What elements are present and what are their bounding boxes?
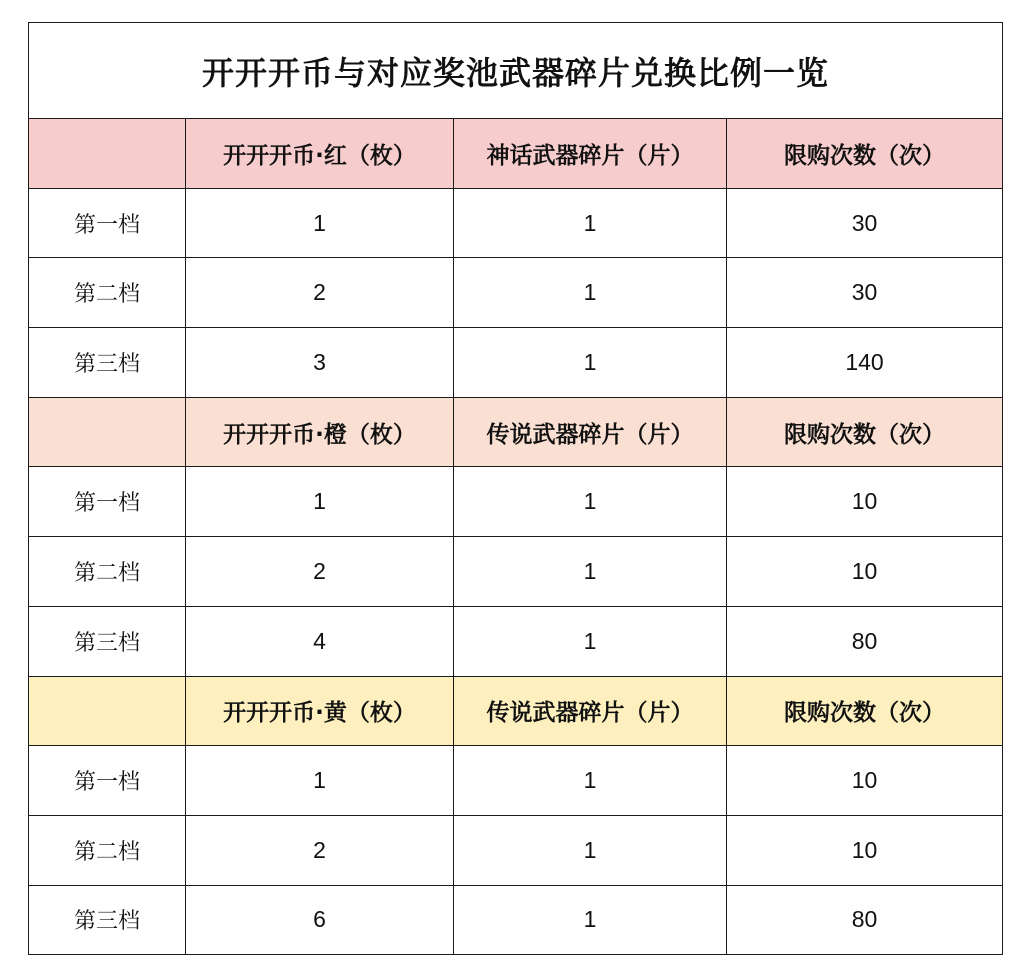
limit-value: 30 (851, 279, 878, 306)
tier-label: 第二档 (29, 537, 186, 606)
table-row (29, 258, 1002, 328)
fragment-value: 1 (454, 816, 727, 885)
section-header-orange (29, 398, 1002, 468)
table-title-row (29, 23, 1002, 119)
header-corner-cell (29, 119, 186, 188)
fragment-value: 1 (454, 467, 727, 536)
table-row (29, 886, 1002, 956)
fragment-value: 1 (454, 746, 727, 815)
tier-label: 第三档 (29, 607, 186, 676)
coin-value: 2 (186, 258, 454, 327)
coin-value: 1 (186, 467, 454, 536)
limit-value: 80 (851, 627, 878, 654)
header-fragment-legendary: 传说武器碎片（片） (454, 677, 727, 746)
tier-label: 第三档 (29, 328, 186, 397)
exchange-table (28, 22, 1003, 955)
fragment-value: 1 (454, 328, 727, 397)
tier-label: 第二档 (29, 258, 186, 327)
table-title: 开开开币与对应奖池武器碎片兑换比例一览 (201, 53, 829, 92)
coin-value: 2 (186, 816, 454, 885)
fragment-value: 1 (454, 537, 727, 606)
header-limit: 限购次数（次） (784, 142, 945, 169)
tier-label: 第一档 (29, 746, 186, 815)
fragment-value: 1 (454, 258, 727, 327)
header-coin-orange: 开开开币·橙（枚） (186, 398, 454, 467)
tier-label: 第二档 (29, 816, 186, 885)
table-row (29, 607, 1002, 677)
header-corner-cell (29, 398, 186, 467)
table-row (29, 189, 1002, 259)
header-limit: 限购次数（次） (784, 421, 945, 448)
tier-label: 第三档 (29, 886, 186, 955)
table-row (29, 328, 1002, 398)
coin-value: 1 (186, 189, 454, 258)
header-limit: 限购次数（次） (784, 700, 945, 727)
limit-value: 10 (851, 488, 878, 515)
header-coin-yellow: 开开开币·黄（枚） (186, 677, 454, 746)
section-header-yellow (29, 677, 1002, 747)
fragment-value: 1 (454, 886, 727, 955)
header-fragment-legendary: 传说武器碎片（片） (454, 398, 727, 467)
limit-value: 80 (851, 906, 878, 933)
limit-value: 140 (845, 348, 884, 375)
coin-value: 2 (186, 537, 454, 606)
fragment-value: 1 (454, 189, 727, 258)
coin-value: 6 (186, 886, 454, 955)
header-coin-red: 开开开币·红（枚） (186, 119, 454, 188)
table-row (29, 816, 1002, 886)
fragment-value: 1 (454, 607, 727, 676)
section-header-red (29, 119, 1002, 189)
limit-value: 10 (851, 557, 878, 584)
tier-label: 第一档 (29, 189, 186, 258)
table-row (29, 467, 1002, 537)
coin-value: 1 (186, 746, 454, 815)
table-row (29, 537, 1002, 607)
header-corner-cell (29, 677, 186, 746)
coin-value: 4 (186, 607, 454, 676)
tier-label: 第一档 (29, 467, 186, 536)
header-fragment-mythic: 神话武器碎片（片） (454, 119, 727, 188)
table-row (29, 746, 1002, 816)
limit-value: 10 (851, 836, 878, 863)
limit-value: 10 (851, 767, 878, 794)
coin-value: 3 (186, 328, 454, 397)
limit-value: 30 (851, 209, 878, 236)
